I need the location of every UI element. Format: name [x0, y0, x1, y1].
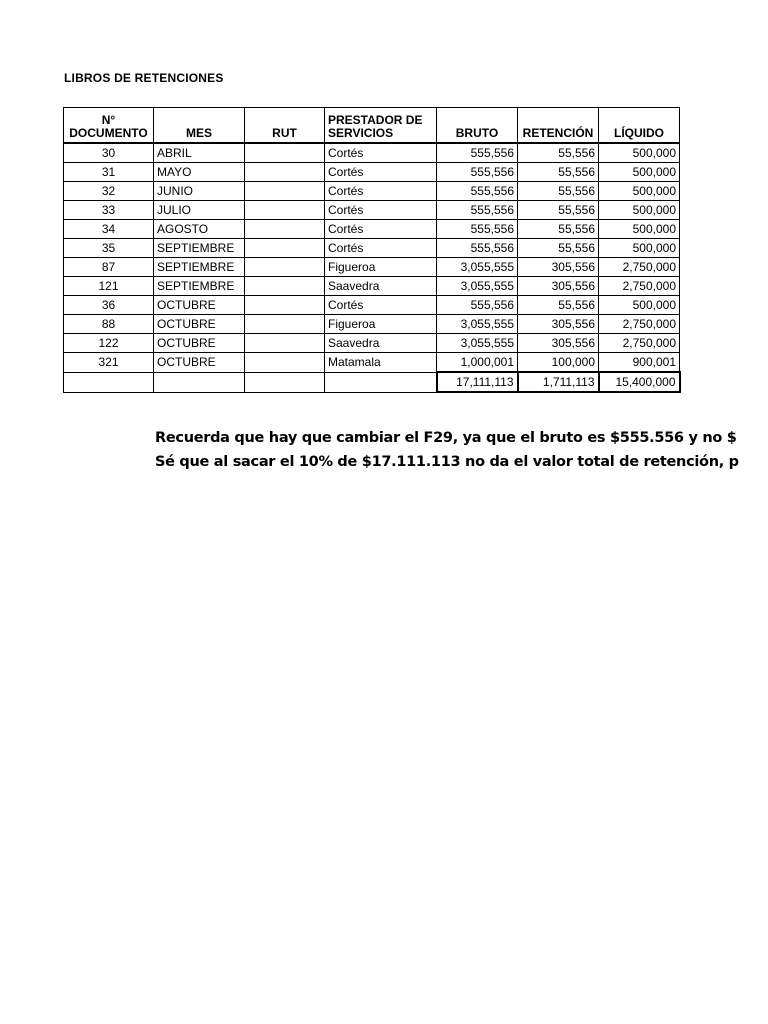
header-prestador-line1: PRESTADOR DE [328, 113, 423, 127]
cell-documento: 88 [64, 315, 154, 334]
table-row [64, 220, 680, 239]
header-documento-line1: N° [101, 113, 116, 127]
totals-spacer [245, 372, 325, 392]
cell-liquido: 2,750,000 [599, 258, 680, 277]
cell-mes: OCTUBRE [154, 334, 245, 353]
table-row [64, 163, 680, 182]
cell-bruto: 555,556 [437, 296, 518, 315]
cell-prestador: Figueroa [325, 315, 437, 334]
cell-retencion: 55,556 [518, 220, 599, 239]
cell-documento: 31 [64, 163, 154, 182]
cell-rut [245, 353, 325, 373]
cell-bruto: 3,055,555 [437, 315, 518, 334]
total-bruto: 17,111,113 [437, 372, 518, 392]
cell-documento: 121 [64, 277, 154, 296]
cell-mes: JULIO [154, 201, 245, 220]
cell-mes: JUNIO [154, 182, 245, 201]
cell-documento: 122 [64, 334, 154, 353]
cell-mes: AGOSTO [154, 220, 245, 239]
cell-retencion: 55,556 [518, 163, 599, 182]
header-liquido: LÍQUIDO [599, 108, 680, 144]
cell-bruto: 555,556 [437, 143, 518, 163]
cell-documento: 321 [64, 353, 154, 373]
totals-row [64, 372, 680, 392]
header-documento-line2: DOCUMENTO [69, 126, 148, 140]
cell-liquido: 500,000 [599, 182, 680, 201]
table-row [64, 143, 680, 163]
header-mes: MES [154, 108, 245, 144]
cell-liquido: 900,001 [599, 353, 680, 373]
header-row [64, 108, 680, 144]
cell-liquido: 500,000 [599, 163, 680, 182]
table-row [64, 182, 680, 201]
cell-mes: SEPTIEMBRE [154, 239, 245, 258]
table-row [64, 334, 680, 353]
cell-mes: MAYO [154, 163, 245, 182]
cell-rut [245, 315, 325, 334]
total-retencion: 1,711,113 [518, 372, 599, 392]
note-line-1: Recuerda que hay que cambiar el F29, ya que el bruto es $555.556 y no $ [155, 430, 737, 446]
cell-retencion: 305,556 [518, 258, 599, 277]
cell-prestador: Cortés [325, 143, 437, 163]
cell-prestador: Matamala [325, 353, 437, 373]
totals-spacer [325, 372, 437, 392]
cell-liquido: 2,750,000 [599, 334, 680, 353]
cell-liquido: 2,750,000 [599, 277, 680, 296]
header-retencion: RETENCIÓN [518, 108, 599, 144]
header-documento [64, 108, 154, 144]
table-row [64, 277, 680, 296]
cell-prestador: Figueroa [325, 258, 437, 277]
cell-rut [245, 143, 325, 163]
cell-prestador: Cortés [325, 201, 437, 220]
table-row [64, 315, 680, 334]
total-liquido: 15,400,000 [599, 372, 680, 392]
cell-prestador: Cortés [325, 296, 437, 315]
cell-rut [245, 163, 325, 182]
cell-rut [245, 201, 325, 220]
cell-rut [245, 277, 325, 296]
cell-bruto: 555,556 [437, 182, 518, 201]
cell-liquido: 500,000 [599, 296, 680, 315]
cell-retencion: 55,556 [518, 296, 599, 315]
cell-prestador: Cortés [325, 182, 437, 201]
cell-retencion: 305,556 [518, 334, 599, 353]
cell-bruto: 555,556 [437, 220, 518, 239]
header-bruto: BRUTO [437, 108, 518, 144]
table-body [64, 143, 680, 372]
header-rut: RUT [245, 108, 325, 144]
cell-retencion: 305,556 [518, 315, 599, 334]
cell-bruto: 3,055,555 [437, 258, 518, 277]
totals-spacer [64, 372, 154, 392]
table-row [64, 239, 680, 258]
cell-documento: 30 [64, 143, 154, 163]
cell-rut [245, 239, 325, 258]
cell-liquido: 500,000 [599, 220, 680, 239]
cell-documento: 35 [64, 239, 154, 258]
totals-spacer [154, 372, 245, 392]
retenciones-table [63, 107, 681, 393]
cell-documento: 32 [64, 182, 154, 201]
cell-bruto: 3,055,555 [437, 334, 518, 353]
cell-mes: ABRIL [154, 143, 245, 163]
header-prestador [325, 108, 437, 144]
cell-mes: SEPTIEMBRE [154, 258, 245, 277]
table-row [64, 353, 680, 373]
cell-prestador: Cortés [325, 239, 437, 258]
cell-liquido: 500,000 [599, 239, 680, 258]
cell-bruto: 555,556 [437, 163, 518, 182]
cell-rut [245, 296, 325, 315]
cell-liquido: 500,000 [599, 143, 680, 163]
cell-retencion: 55,556 [518, 143, 599, 163]
cell-retencion: 305,556 [518, 277, 599, 296]
cell-retencion: 55,556 [518, 182, 599, 201]
table-row [64, 296, 680, 315]
cell-documento: 34 [64, 220, 154, 239]
cell-mes: SEPTIEMBRE [154, 277, 245, 296]
cell-prestador: Saavedra [325, 334, 437, 353]
cell-documento: 87 [64, 258, 154, 277]
cell-documento: 33 [64, 201, 154, 220]
cell-rut [245, 334, 325, 353]
cell-mes: OCTUBRE [154, 353, 245, 373]
cell-bruto: 3,055,555 [437, 277, 518, 296]
cell-rut [245, 182, 325, 201]
cell-bruto: 555,556 [437, 239, 518, 258]
cell-documento: 36 [64, 296, 154, 315]
table-row [64, 258, 680, 277]
page-title: LIBROS DE RETENCIONES [64, 71, 224, 85]
cell-retencion: 100,000 [518, 353, 599, 373]
note-line-2: Sé que al sacar el 10% de $17.111.113 no da el valor total de retención, p [155, 454, 739, 470]
cell-prestador: Cortés [325, 220, 437, 239]
cell-rut [245, 258, 325, 277]
cell-bruto: 555,556 [437, 201, 518, 220]
cell-prestador: Cortés [325, 163, 437, 182]
table-row [64, 201, 680, 220]
cell-retencion: 55,556 [518, 201, 599, 220]
cell-liquido: 500,000 [599, 201, 680, 220]
header-prestador-line2: SERVICIOS [328, 126, 394, 140]
cell-bruto: 1,000,001 [437, 353, 518, 373]
cell-rut [245, 220, 325, 239]
cell-mes: OCTUBRE [154, 296, 245, 315]
cell-mes: OCTUBRE [154, 315, 245, 334]
cell-liquido: 2,750,000 [599, 315, 680, 334]
cell-retencion: 55,556 [518, 239, 599, 258]
cell-prestador: Saavedra [325, 277, 437, 296]
